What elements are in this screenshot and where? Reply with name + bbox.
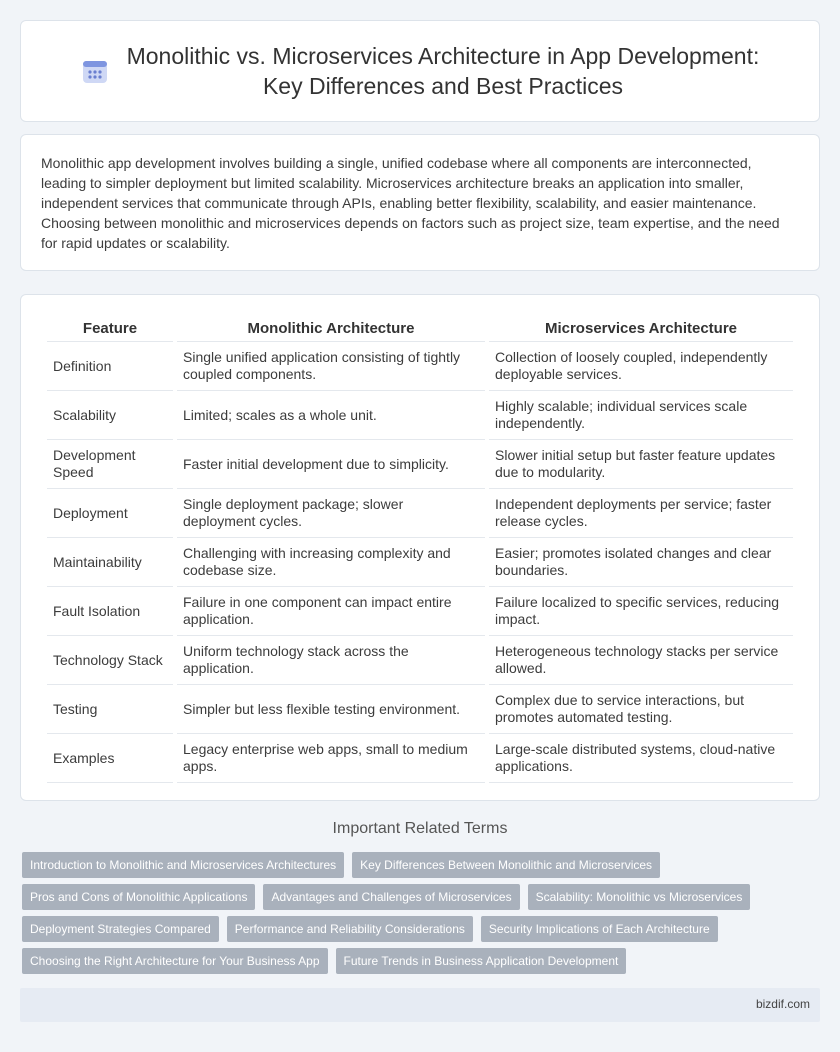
related-tag[interactable]: Future Trends in Business Application Development <box>336 948 627 974</box>
related-tag[interactable]: Performance and Reliability Considerations <box>227 916 473 942</box>
feature-cell: Examples <box>47 734 173 783</box>
feature-cell: Definition <box>47 342 173 391</box>
microservices-cell: Heterogeneous technology stacks per service allowed. <box>489 636 793 685</box>
header-monolithic: Monolithic Architecture <box>177 313 485 342</box>
related-tag[interactable]: Pros and Cons of Monolithic Applications <box>22 884 255 910</box>
feature-cell: Testing <box>47 685 173 734</box>
comparison-table <box>43 313 797 783</box>
table-header-row <box>47 313 793 342</box>
monolithic-cell: Simpler but less flexible testing environment. <box>177 685 485 734</box>
table-row <box>47 489 793 538</box>
page-title-line2: Key Differences and Best Practices <box>262 73 624 99</box>
monolithic-cell: Failure in one component can impact entire application. <box>177 587 485 636</box>
microservices-cell: Complex due to service interactions, but promotes automated testing. <box>489 685 793 734</box>
related-tag[interactable]: Scalability: Monolithic vs Microservices <box>528 884 751 910</box>
related-tag[interactable]: Security Implications of Each Architecture <box>481 916 718 942</box>
monolithic-cell: Single unified application consisting of tightly coupled components. <box>177 342 485 391</box>
page-title-line1: Monolithic vs. Microservices Architecture in App Development: <box>126 43 760 69</box>
feature-cell: Deployment <box>47 489 173 538</box>
footer-site-link[interactable]: bizdif.com <box>755 997 810 1011</box>
feature-cell: Scalability <box>47 391 173 440</box>
microservices-cell: Collection of loosely coupled, independently deployable services. <box>489 342 793 391</box>
monolithic-cell: Legacy enterprise web apps, small to medium apps. <box>177 734 485 783</box>
related-tag[interactable]: Key Differences Between Monolithic and Microservices <box>352 852 660 878</box>
footer <box>20 988 820 1022</box>
microservices-cell: Easier; promotes isolated changes and clear boundaries. <box>489 538 793 587</box>
microservices-cell: Failure localized to specific services, reducing impact. <box>489 587 793 636</box>
microservices-cell: Large-scale distributed systems, cloud-native applications. <box>489 734 793 783</box>
related-tag[interactable]: Choosing the Right Architecture for Your Business App <box>22 948 328 974</box>
table-row <box>47 685 793 734</box>
related-terms-title: Important Related Terms <box>332 820 508 837</box>
related-tag[interactable]: Advantages and Challenges of Microservices <box>263 884 519 910</box>
microservices-cell: Highly scalable; individual services scale independently. <box>489 391 793 440</box>
table-row <box>47 636 793 685</box>
microservices-cell: Independent deployments per service; faster release cycles. <box>489 489 793 538</box>
monolithic-cell: Limited; scales as a whole unit. <box>177 391 485 440</box>
intro-paragraph: Monolithic app development involves building a single, unified codebase where all components are interconnected, leading to simpler deployment but limited scalability. Microservices architecture breaks an application into smaller, independent services that communicate through APIs, enabling better flexibility, scalability, and easier maintenance. Choosing between monolithic and microservices depends on factors such as project size, team expertise, and the need for rapid updates or scalability. <box>41 155 780 251</box>
table-row <box>47 538 793 587</box>
table-row <box>47 734 793 783</box>
related-tag[interactable]: Deployment Strategies Compared <box>22 916 219 942</box>
table-row <box>47 342 793 391</box>
table-row <box>47 440 793 489</box>
table-row <box>47 391 793 440</box>
title-card <box>20 20 820 122</box>
feature-cell: Fault Isolation <box>47 587 173 636</box>
monolithic-cell: Single deployment package; slower deployment cycles. <box>177 489 485 538</box>
feature-cell: Development Speed <box>47 440 173 489</box>
calendar-grid-icon <box>81 57 109 85</box>
comparison-table-card <box>20 294 820 801</box>
header-microservices: Microservices Architecture <box>489 313 793 342</box>
monolithic-cell: Uniform technology stack across the application. <box>177 636 485 685</box>
feature-cell: Maintainability <box>47 538 173 587</box>
header-feature: Feature <box>47 313 173 342</box>
related-terms-tags <box>22 852 812 980</box>
monolithic-cell: Faster initial development due to simplicity. <box>177 440 485 489</box>
table-row <box>47 587 793 636</box>
page-title <box>127 41 760 101</box>
microservices-cell: Slower initial setup but faster feature updates due to modularity. <box>489 440 793 489</box>
monolithic-cell: Challenging with increasing complexity and codebase size. <box>177 538 485 587</box>
feature-cell: Technology Stack <box>47 636 173 685</box>
intro-card <box>20 134 820 271</box>
related-tag[interactable]: Introduction to Monolithic and Microservices Architectures <box>22 852 344 878</box>
